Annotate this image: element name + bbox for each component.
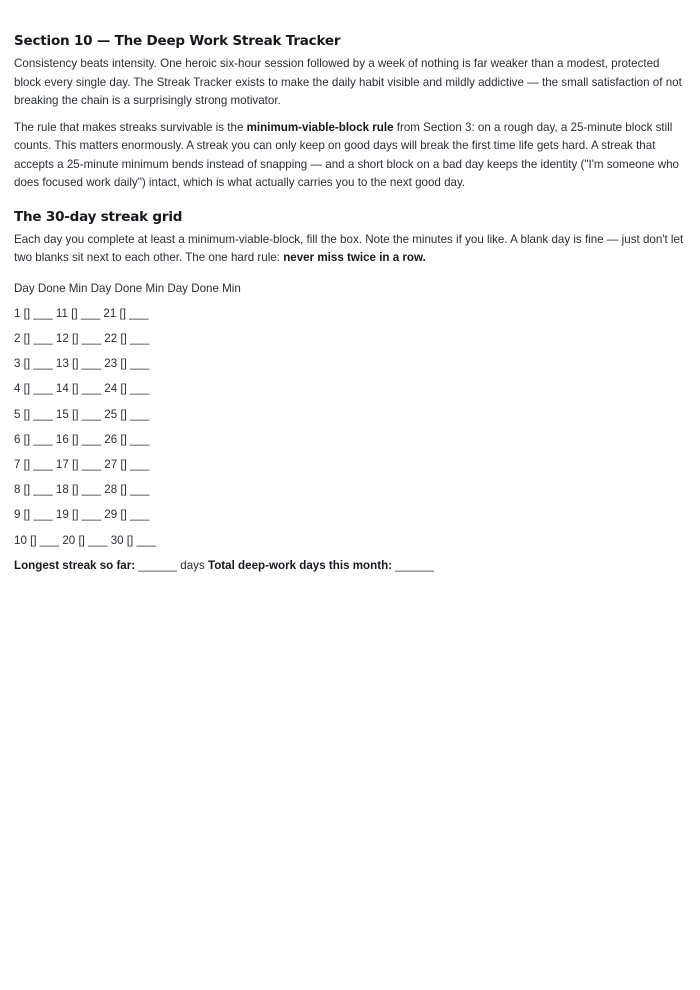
grid-row: 5 [] ___ 15 [] ___ 25 [] ___ (14, 407, 150, 421)
longest-streak-blank: ______ (135, 558, 181, 572)
days-unit: days (180, 558, 205, 572)
grid-row: 3 [] ___ 13 [] ___ 23 [] ___ (14, 357, 150, 371)
grid-row: 8 [] ___ 18 [] ___ 28 [] ___ (14, 483, 150, 497)
total-days-blank: ______ (392, 558, 434, 572)
grid-header: Day Done Min Day Done Min Day Done Min (14, 281, 241, 295)
longest-streak-label: Longest streak so far: (14, 558, 136, 572)
streak-grid (14, 301, 686, 553)
grid-row: 7 [] ___ 17 [] ___ 27 [] ___ (14, 457, 150, 471)
grid-row: 10 [] ___ 20 [] ___ 30 [] ___ (14, 533, 156, 547)
rule-paragraph (14, 119, 686, 193)
grid-row: 6 [] ___ 16 [] ___ 26 [] ___ (14, 432, 150, 446)
section-title: Section 10 — The Deep Work Streak Tracker (14, 33, 341, 49)
rule-emphasis: minimum-viable-block rule (246, 120, 394, 134)
grid-intro-text: Each day you complete at least a minimum-viable-block, fill the box. Note the minutes if you like. A blank day is fine — just don't let two blanks sit next to each other. The one hard rule: (14, 232, 684, 264)
rule-text-end: from Section 3: on a rough day, a 25-minute block still counts. This matters enormously. A streak you can only keep on good days will break the first time life gets hard. A streak that accepts a 25-minute minimum bends instead of snapping — and a short block on a bad day keeps the identity ("I'm someone who does focused work daily") intact, which is what actually carries you to the next good day. (14, 120, 679, 189)
grid-title: The 30-day streak grid (14, 208, 183, 225)
grid-row: 4 [] ___ 14 [] ___ 24 [] ___ (14, 382, 150, 396)
grid-intro (14, 231, 686, 268)
grid-hard-rule: never miss twice in a row. (283, 251, 426, 264)
grid-row: 9 [] ___ 19 [] ___ 29 [] ___ (14, 508, 150, 522)
total-days-label: Total deep-work days this month: (208, 558, 393, 572)
rule-text-start: The rule that makes streaks survivable is the (14, 120, 247, 134)
streak-summary (14, 553, 686, 578)
intro-paragraph: Consistency beats intensity. One heroic six-hour session followed by a week of nothing is far weaker than a modest, protected block every single day. The Streak Tracker exists to make the daily habit visible and mildly addictive — the small satisfaction of not breaking the chain is a surprisingly strong motivator. (14, 57, 682, 107)
grid-row: 2 [] ___ 12 [] ___ 22 [] ___ (14, 331, 150, 345)
grid-row: 1 [] ___ 11 [] ___ 21 [] ___ (14, 306, 149, 320)
